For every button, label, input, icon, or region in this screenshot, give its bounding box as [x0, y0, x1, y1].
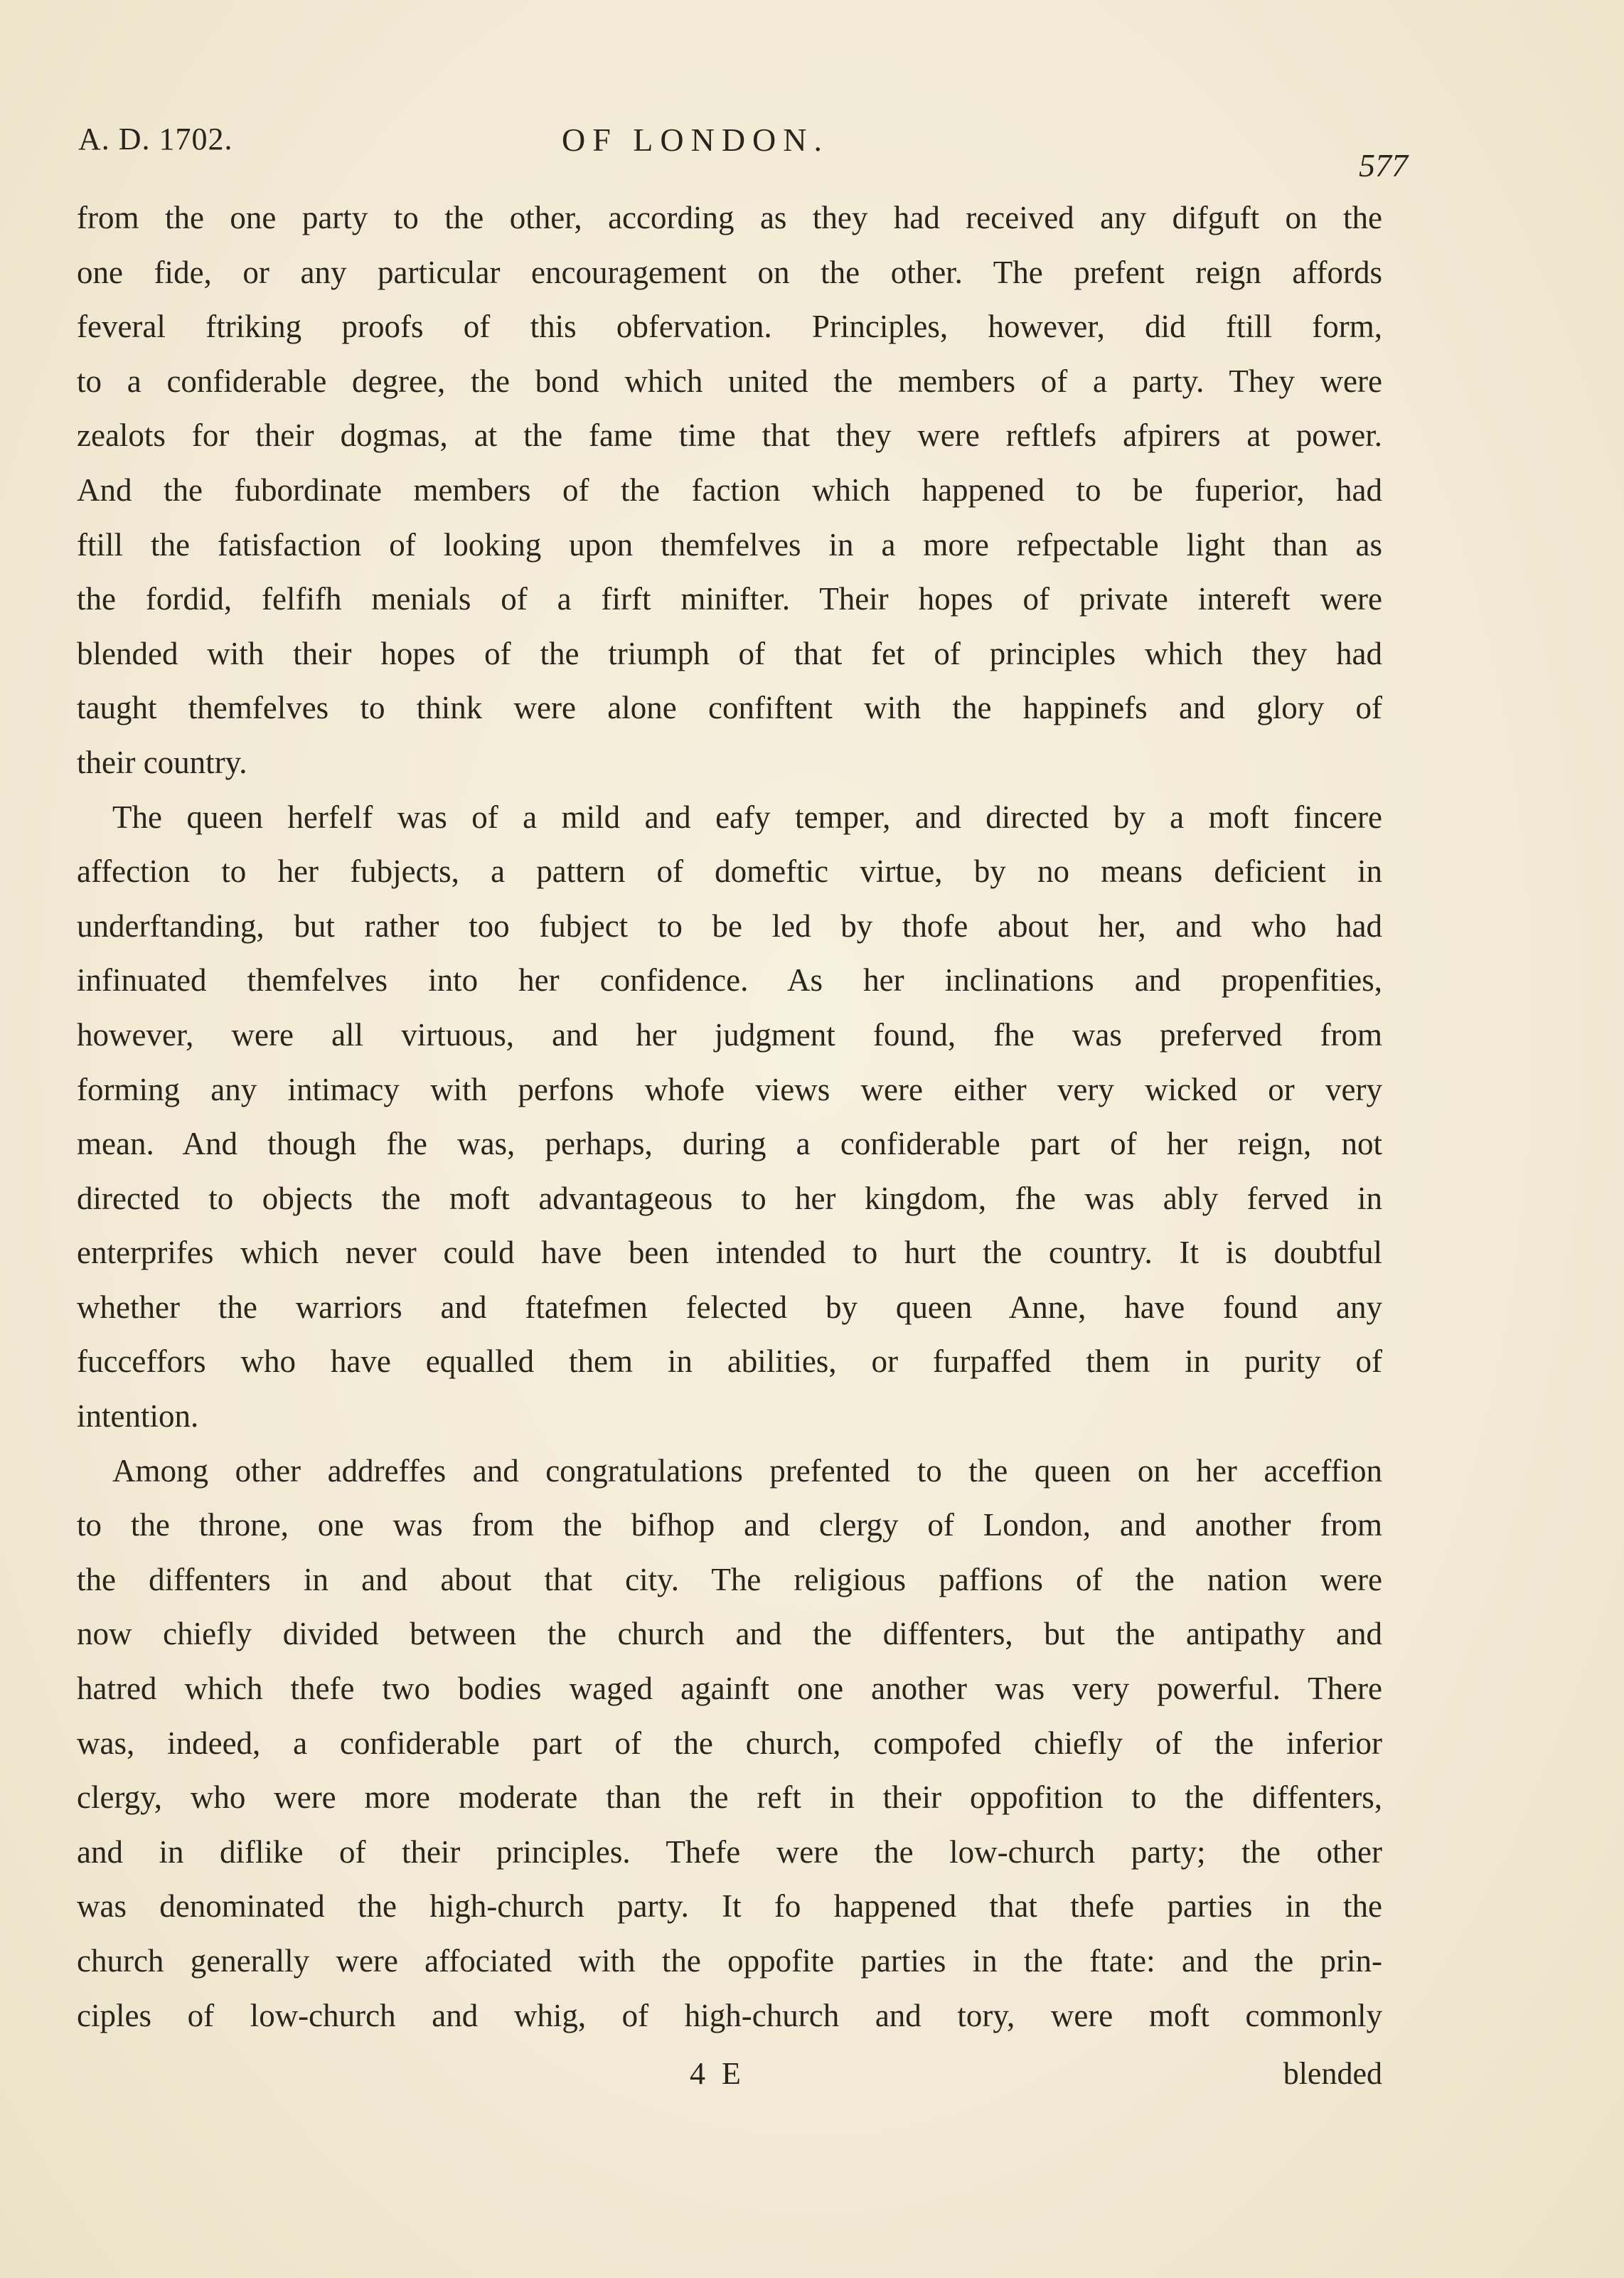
page-footer [77, 2055, 1382, 2105]
page-number: 577 [1359, 147, 1408, 183]
text-line: affection to her fubjects, a pattern of domeftic virtue, by no means deficient in [77, 853, 1382, 890]
text-line: the diffenters in and about that city. The religious paffions of the nation were [77, 1561, 1382, 1597]
text-line: ftill the fatisfaction of looking upon themfelves in a more refpectable light than as [77, 526, 1382, 563]
text-line: their country. [77, 744, 247, 780]
text-line: blended with their hopes of the triumph of that fet of principles which they had [77, 635, 1382, 671]
text-line: was denominated the high-church party. It fo happened that thefe parties in the [77, 1888, 1382, 1925]
text-line: now chiefly divided between the church and the diffenters, but the antipathy and [77, 1616, 1382, 1652]
text-line: ciples of low-church and whig, of high-church and tory, were moft commonly [77, 1997, 1382, 2033]
text-line: And the fubordinate members of the faction which happened to be fuperior, had [77, 472, 1382, 508]
text-line: taught themfelves to think were alone confiftent with the happinefs and glory of [77, 690, 1382, 726]
text-line: clergy, who were more moderate than the reft in their oppofition to the diffenters, [77, 1779, 1382, 1816]
text-line: and in diflike of their principles. Thefe were the low-church party; the other [77, 1833, 1382, 1870]
text-line: Among other addreffes and congratulations prefented to the queen on her acceffion [112, 1452, 1382, 1489]
text-line: however, were all virtuous, and her judgment found, fhe was preferved from [77, 1016, 1382, 1053]
running-head-date: A. D. 1702. [78, 122, 233, 156]
text-line: hatred which thefe two bodies waged againft one another was very powerful. There [77, 1671, 1382, 1707]
text-line: fucceffors who have equalled them in abilities, or furpaffed them in purity of [77, 1343, 1382, 1380]
text-line: the fordid, felfifh menials of a firft minifter. Their hopes of private intereft were [77, 581, 1382, 617]
text-line: enterprifes which never could have been intended to hurt the country. It is doubtful [77, 1235, 1382, 1271]
text-line: mean. And though fhe was, perhaps, during a confiderable part of her reign, not [77, 1126, 1382, 1162]
running-head [78, 121, 1408, 183]
text-line: forming any intimacy with perfons whofe views were either very wicked or very [77, 1071, 1382, 1107]
text-line: underftanding, but rather too fubject to be led by thofe about her, and who had [77, 908, 1382, 944]
running-head-title: OF LONDON. [562, 122, 829, 158]
signature-mark: 4 E [690, 2056, 745, 2091]
catchword: blended [1283, 2056, 1382, 2091]
text-line: zealots for their dogmas, at the fame time that they were reftlefs afpirers at power. [77, 417, 1382, 454]
body-text [77, 191, 1382, 2043]
text-line: to a confiderable degree, the bond which united the members of a party. They were [77, 363, 1382, 399]
text-line: directed to objects the moft advantageous to her kingdom, fhe was ably ferved in [77, 1180, 1382, 1216]
text-line: intention. [77, 1398, 199, 1435]
text-line: church generally were affociated with the oppofite parties in the ftate: and the prin- [77, 1943, 1382, 1979]
text-line: whether the warriors and ftatefmen felected by queen Anne, have found any [77, 1289, 1382, 1325]
text-line: to the throne, one was from the bifhop and clergy of London, and another from [77, 1507, 1382, 1543]
text-line: infinuated themfelves into her confidence. As her inclinations and propenfities, [77, 962, 1382, 999]
text-line: was, indeed, a confiderable part of the church, compofed chiefly of the inferior [77, 1725, 1382, 1761]
text-line: one fide, or any particular encouragement on the other. The prefent reign affords [77, 254, 1382, 290]
text-line: The queen herfelf was of a mild and eafy temper, and directed by a moft fincere [112, 799, 1382, 835]
text-line: from the one party to the other, according as they had received any difguft on the [77, 200, 1382, 235]
text-line: feveral ftriking proofs of this obfervation. Principles, however, did ftill form, [77, 309, 1382, 345]
